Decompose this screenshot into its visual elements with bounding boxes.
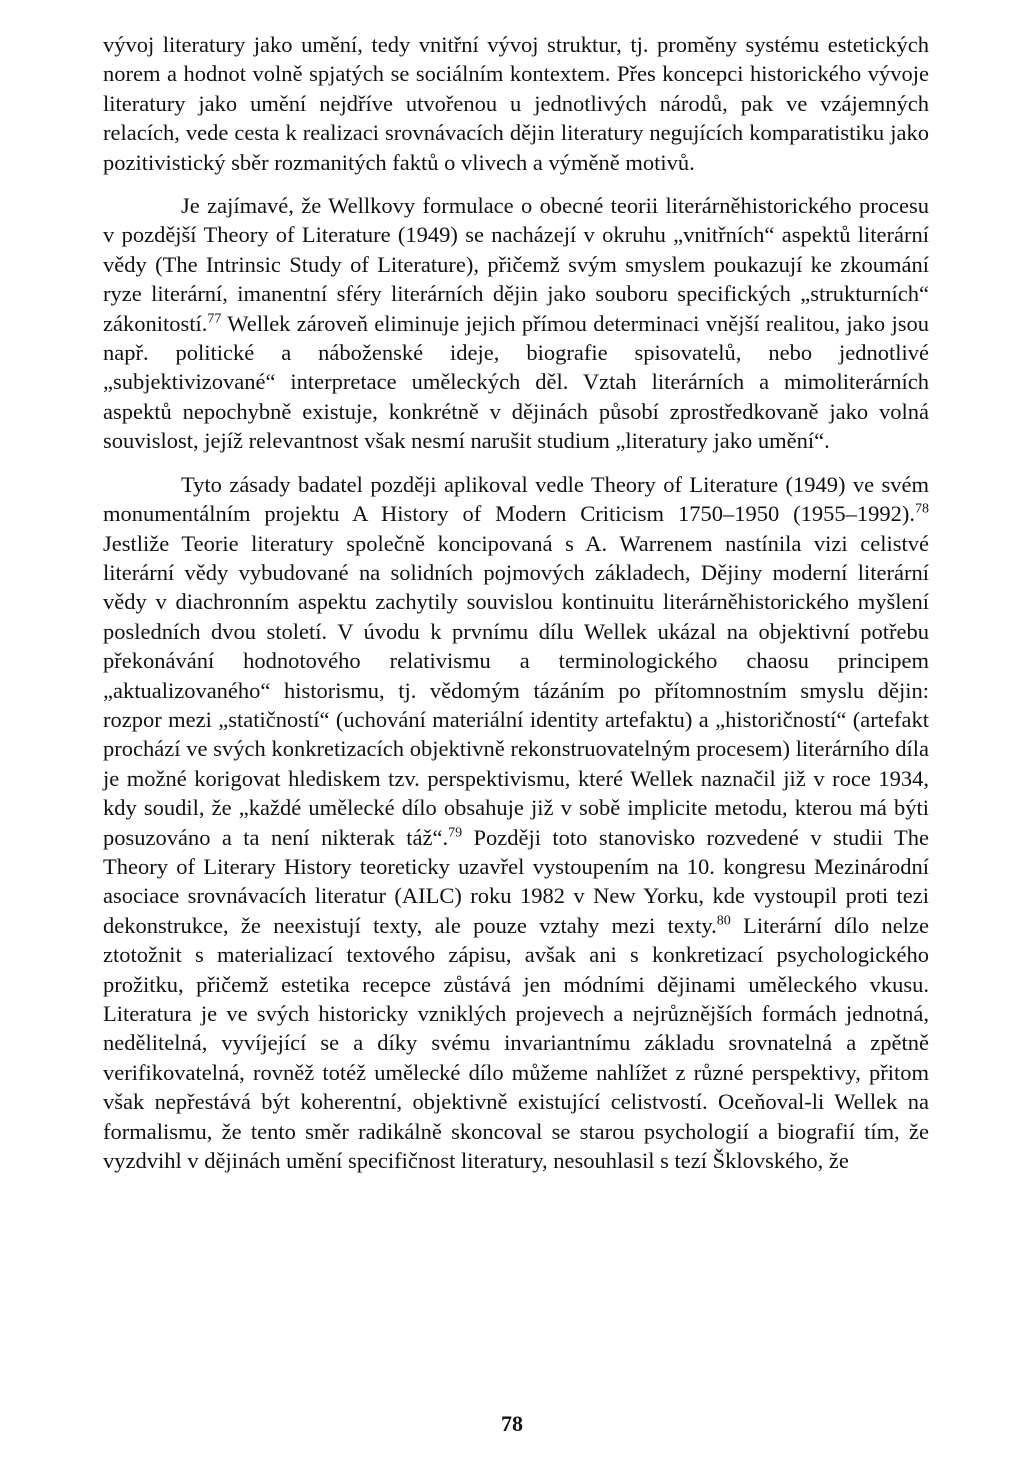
page-number: 78	[501, 1411, 523, 1436]
paragraph-text: Wellek zároveň eliminuje jejich přímou determinaci vnější realitou, jako jsou např. politické a náboženské ideje, biografie spisovatelů, nebo jednotlivé „subjektivizované“ interpretace uměleckých děl. Vztah literárních a mimoliterárních aspektů nepochybně existuje, konkrétně v dějinách působí zprostředkovaně jako volná souvislost, jejíž relevantnost však nesmí narušit studium „literatury jako umění“.	[103, 310, 929, 454]
paragraph-text: Literární dílo nelze ztotožnit s materializací textového zápisu, avšak ani s konkretizací psychologického prožitku, přičemž estetika recepce zůstává jen módními dějinami uměleckého vkusu. Literatura je ve svých historicky vzniklých projevech a nejrůznějších formách jednotná, nedělitelná, vyvíjející se a díky svému invariantnímu základu srovnatelná a zpětně verifikovatelná, rovněž totéž umělecké dílo můžeme nahlížet z různé perspektivy, přitom však nepřestává být koherentní, objektivně existující celistvostí. Oceňoval-li Wellek na formalismu, že tento směr radikálně skoncoval se starou psychologií a biografií tím, že vyzdvihl v dějinách umění specifičnost literatury, nesouhlasil s tezí Šklovského, že	[103, 912, 929, 1174]
paragraph-text: Tyto zásady badatel později aplikoval vedle Theory of Literature (1949) ve svém monumentálním projektu A History of Modern Criticism 1750–1950 (1955–1992).	[103, 471, 929, 527]
paragraph	[103, 30, 929, 177]
paragraph-text: vývoj literatury jako umění, tedy vnitřní vývoj struktur, tj. proměny systému estetických norem a hodnot volně spjatých se sociálním kontextem. Přes koncepci historického vývoje literatury jako umění nejdříve utvořenou u jednotlivých národů, pak ve vzájemných relacích, vede cesta k realizaci srovnávacích dějin literatury negujících komparatistiku jako pozitivistický sběr rozmanitých faktů o vlivech a výměně motivů.	[103, 32, 929, 175]
footnote-ref-80[interactable]: 80	[716, 913, 731, 929]
paragraph	[103, 470, 929, 1176]
paragraph-text: Později toto stanovisko rozvedené v studii The Theory of Literary History teoreticky uzavřel vystoupením na 10. kongresu Mezinárodní asociace srovnávacích literatur (AILC) roku 1982 v New Yorku, kde vystoupil proti tezi dekonstrukce, že neexistují texty, ale pouze vztahy mezi texty.	[103, 824, 930, 938]
footnote-ref-79[interactable]: 79	[448, 825, 463, 841]
page-body	[103, 30, 929, 1175]
footnote-ref-78[interactable]: 78	[915, 501, 929, 517]
paragraph	[103, 191, 929, 456]
paragraph-text: Je zajímavé, že Wellkovy formulace o obecné teorii literárněhistorického procesu v pozdější Theory of Literature (1949) se nacházejí v okruhu „vnitřních“ aspektů literární vědy (The Intrinsic Study of Literature), přičemž svým smyslem poukazují ke zkoumání ryze literární, imanentní sféry literárních dějin jako souboru specifických „strukturních“ zákonitostí.	[103, 193, 929, 336]
paragraph-text: Jestliže Teorie literatury společně koncipovaná s A. Warrenem nastínila vizi celistvé literární vědy vybudované na solidních pojmových základech, Dějiny moderní literární vědy v diachronním aspektu zachytily souvislou kontinuitu literárněhistorického myšlení posledních dvou století. V úvodu k prvnímu dílu Wellek ukázal na objektivní potřebu překonávání hodnotového relativismu a terminologického chaosu principem „aktualizovaného“ historismu, tj. vědomým tázáním po přítomnostním smyslu dějin: rozpor mezi „statičností“ (uchování materiální identity artefaktu) a „historičností“ (artefakt prochází ve svých konkretizacích objektivně rekonstruovatelným procesem) literárního díla je možné korigovat hlediskem tzv. perspektivismu, které Wellek naznačil již v roce 1934, kdy soudil, že „každé umělecké dílo obsahuje již v sobě implicite metodu, kterou má býti posuzováno a ta není nikterak táž“.	[103, 530, 929, 850]
footnote-ref-77[interactable]: 77	[207, 311, 222, 327]
